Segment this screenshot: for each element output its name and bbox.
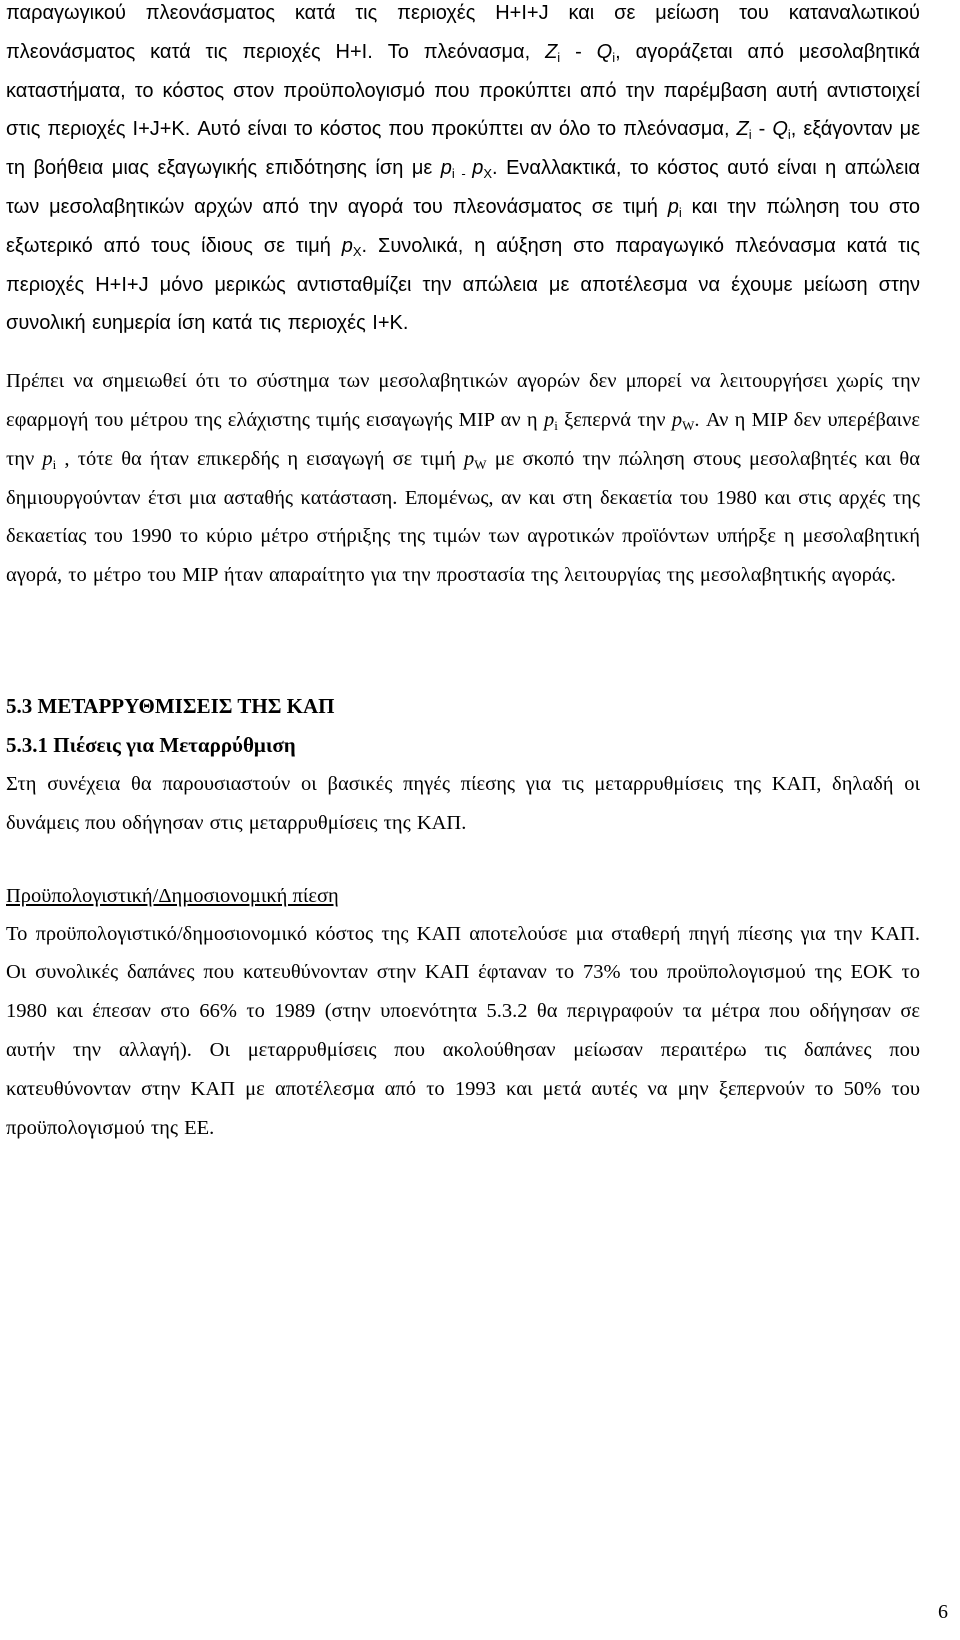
paragraph-mip: Πρέπει να σημειωθεί ότι το σύστημα των μεσολαβητικών αγορών δεν μπορεί να λειτουργήσει χωρίς την εφαρμογή του μέτρου της ελάχιστης τιμής εισαγωγής MIP αν η $p_i$ ξεπερνά την $p_W$. Αν η MIP δεν υπερέβαινε την $p_i$ , τότε θα ήταν επικερδής η εισαγωγή σε τιμή $p_W$ με σκοπό την πώληση στους μεσολαβητές και θα δημιουργούνταν έτσι μια ασταθής κατάσταση. Επομένως, αν και στη δεκαετία του 1980 και στις αρχές της δεκαετίας του 1990 το κύριο μέτρο στήριξης της τιμών των αγροτικών προϊόντων υπήρξε η μεσολαβητική αγορά, το μέτρο του MIP ήταν απαραίτητο για την προστασία της λειτουργίας της μεσολαβητικής αγοράς. <box>6 370 921 587</box>
paragraph-reform-intro: Στη συνέχεια θα παρουσιαστούν οι βασικές πηγές πίεσης για τις μεταρρυθμίσεις της ΚΑΠ, δηλαδή οι δυνάμεις που οδήγησαν στις μεταρρυθμίσεις της ΚΑΠ. <box>6 772 920 834</box>
page-number: 6 <box>938 1601 948 1623</box>
section-heading: 5.3 ΜΕΤΑΡΡΥΘΜΙΣΕΙΣ ΤΗΣ ΚΑΠ <box>6 693 335 718</box>
paragraph-budget-pressure: Το προϋπολογιστικό/δημοσιονομικό κόστος της ΚΑΠ αποτελούσε μια σταθερή πηγή πίεσης για την ΚΑΠ. Οι συνολικές δαπάνες που κατευθύνονταν στην ΚΑΠ έφταναν το 73% του προϋπολογισμού της ΕΟΚ το 1980 και έπεσαν στο 66% το 1989 (στην υποενότητα 5.3.2 θα περιγραφούν τα μέτρα που οδήγησαν σε αυτήν την αλλαγή). Οι μεταρρυθμίσεις που ακολούθησαν μείωσαν περαιτέρω τις δαπάνες που κατευθύνονταν στην ΚΑΠ με αποτέλεσμα από το 1993 και μετά αυτές να μην ξεπερνούν το 50% του προϋπολογισμού της ΕΕ. <box>6 922 920 1139</box>
subsection-heading: 5.3.1 Πιέσεις για Μεταρρύθμιση <box>6 732 296 757</box>
topic-subheading: Προϋπολογιστική/Δημοσιονομική πίεση <box>6 884 339 907</box>
paragraph-surplus-cost: παραγωγικού πλεονάσματος κατά τις περιοχές H+I+J και σε μείωση του καταναλωτικού πλεονάσματος κατά τις περιοχές H+I. Το πλεόνασμα, $Z_i - Q_i$, αγοράζεται από μεσολαβητικά καταστήματα, το κόστος στον προϋπολογισμό που προκύπτει από την παρέμβαση αυτή αντιστοιχεί στις περιοχές I+J+K. Αυτό είναι το κόστος που προκύπτει αν όλο το πλεόνασμα, $Z_i - Q_i$, εξάγονταν με τη βοήθεια μιας εξαγωγικής επιδότησης ίση με $p_{i -}$ $p_X$. Εναλλακτικά, το κόστος αυτό είναι η απώλεια των μεσολαβητικών αρχών από την αγορά του πλεονάσματος σε τιμή $p_i$ και την πώληση του στο εξωτερικό από τους ίδιους σε τιμή $p_X$. Συνολικά, η αύξηση στο παραγωγικό πλεόνασμα κατά τις περιοχές H+I+J μόνο μερικώς αντισταθμίζει την απώλεια με αποτέλεσμα να έχουμε μείωση στην συνολική ευημερία ίση κατά τις περιοχές I+K. <box>6 2 921 335</box>
document-page <box>6 0 920 1147</box>
